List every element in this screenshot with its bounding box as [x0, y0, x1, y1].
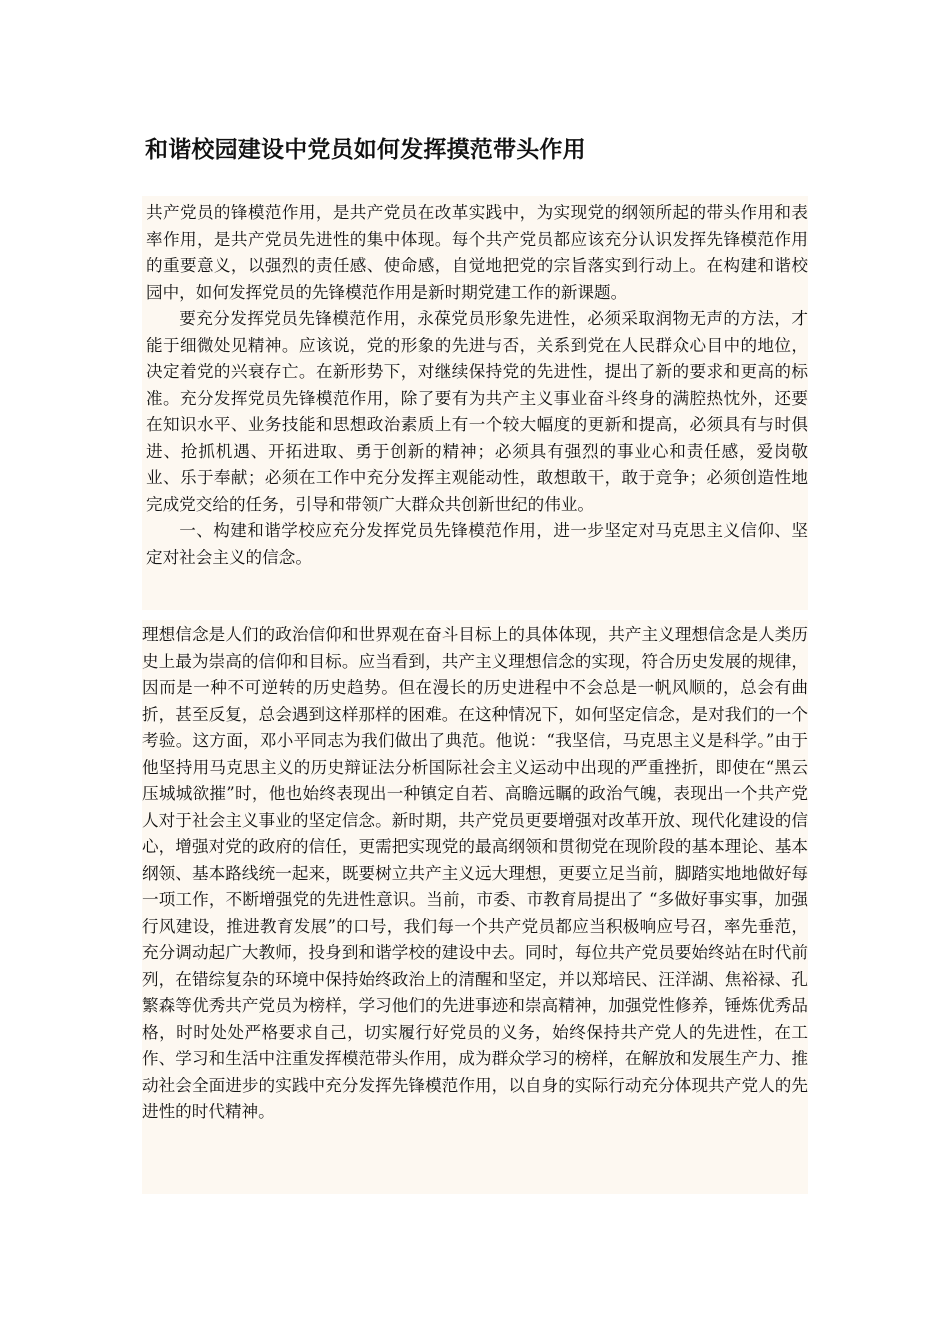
section-1-text-block	[142, 196, 808, 610]
intro-paragraph: 共产党员的锋模范作用，是共产党员在改革实践中，为实现党的纲领所起的带头作用和表率作用，是共产党员先进性的集中体现。每个共产党员都应该充分认识发挥先锋模范作用的重要意义，以强烈的责任感、使命感，自觉地把党的宗旨落实到行动上。在构建和谐校园中，如何发挥党员的先锋模范作用是新时期党建工作的新课题。	[146, 203, 808, 302]
body-paragraph: 理想信念是人们的政治信仰和世界观在奋斗目标上的具体体现，共产主义理想信念是人类历史上最为崇高的信仰和目标。应当看到，共产主义理想信念的实现，符合历史发展的规律，因而是一种不可逆转的历史趋势。但在漫长的历史进程中不会总是一帆风顺的，总会有曲折，甚至反复，总会遇到这样那样的困难。在这种情况下，如何坚定信念，是对我们的一个考验。这方面，邓小平同志为我们做出了典范。他说：“我坚信，马克思主义是科学。”由于他坚持用马克思主义的历史辩证法分析国际社会主义运动中出现的严重挫折，即使在“黑云压城城欲摧”时，他也始终表现出一种镇定自若、高瞻远瞩的政治气魄，表现出一个共产党人对于社会主义事业的坚定信念。新时期，共产党员更要增强对改革开放、现代化建设的信心，增强对党的政府的信任，更需把实现党的最高纲领和贯彻党在现阶段的基本理论、基本纲领、基本路线统一起来，既要树立共产主义远大理想，更要立足当前，脚踏实地地做好每一项工作，不断增强党的先进性意识。当前，市委、市教育局提出了 “多做好事实事，加强行风建设，推进教育发展”的口号，我们每一个共产党员都应当积极响应号召，率先垂范，充分调动起广大教师，投身到和谐学校的建设中去。同时，每位共产党员要始终站在时代前列，在错综复杂的环境中保持始终政治上的清醒和坚定，并以郑培民、汪洋湖、焦裕禄、孔繁森等优秀共产党员为榜样，学习他们的先进事迹和崇高精神，加强党性修养，锤炼优秀品格，时时处处严格要求自己，切实履行好党员的义务，始终保持共产党人的先进性，在工作、学习和生活中注重发挥模范带头作用，成为群众学习的榜样，在解放和发展生产力、推动社会全面进步的实践中充分发挥先锋模范作用，以自身的实际行动充分体现共产党人的先进性的时代精神。	[142, 625, 808, 1121]
section-2-text-block	[142, 620, 808, 1194]
page-title: 和谐校园建设中党员如何发挥摸范带头作用	[145, 136, 586, 163]
section-heading-paragraph: 一、构建和谐学校应充分发挥党员先锋模范作用，进一步坚定对马克思主义信仰、坚定对社会主义的信念。	[146, 521, 808, 567]
body-paragraph: 要充分发挥党员先锋模范作用，永葆党员形象先进性，必须采取润物无声的方法，才能于细微处见精神。应该说，党的形象的先进与否，关系到党在人民群众心目中的地位，决定着党的兴衰存亡。在新形势下，对继续保持党的先进性，提出了新的要求和更高的标准。充分发挥党员先锋模范作用，除了要有为共产主义事业奋斗终身的满腔热忱外，还要在知识水平、业务技能和思想政治素质上有一个较大幅度的更新和提高，必须具有与时俱进、抢抓机遇、开拓进取、勇于创新的精神；必须具有强烈的事业心和责任感，爱岗敬业、乐于奉献；必须在工作中充分发挥主观能动性，敢想敢干，敢于竞争；必须创造性地完成党交给的任务，引导和带领广大群众共创新世纪的伟业。	[146, 309, 808, 514]
